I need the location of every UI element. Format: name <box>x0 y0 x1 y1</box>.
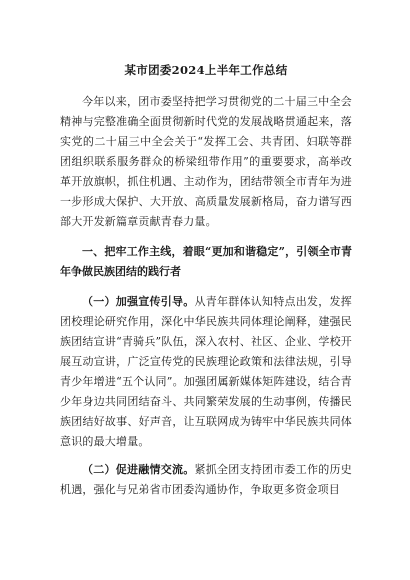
document-title: 某市团委2024上半年工作总结 <box>124 63 288 77</box>
item-2-text: 紧抓全团支持团市委工作的历史机遇，强化与兄弟省市团委沟通协作，争取更多资金项目 <box>60 463 352 496</box>
item-2-label: （二）促进融情交流。 <box>82 463 195 476</box>
document-page <box>60 62 352 500</box>
paragraph-spacer <box>60 452 352 460</box>
section-1-item-1 <box>60 292 352 452</box>
section-1-item-2 <box>60 460 352 500</box>
paragraph-spacer <box>60 232 352 240</box>
paragraph-spacer <box>60 284 352 292</box>
item-1-label: （一）加强宣传引导。 <box>82 295 195 308</box>
item-1-text: 从青年群体认知特点出发，发挥团校理论研究作用，深化中华民族共同体理论阐释，建强民族团结宣讲“青骑兵”队伍，深入农村、社区、企业、学校开展互动宣讲，广泛宣传党的民族理论政策和法律法规，引导青少年增进“五个认同”。加强团属新媒体矩阵建设，结合青少年身边共同团结奋斗、共同繁荣发展的生动事例，传播民族团结好故事、好声音，让互联网成为铸牢中华民族共同体意识的最大增量。 <box>60 295 352 448</box>
section-1-heading: 一、把牢工作主线，着眼“更加和谐稳定”，引领全市青年争做民族团结的践行者 <box>60 245 352 278</box>
intro-paragraph: 今年以来，团市委坚持把学习贯彻党的二十届三中全会精神与完整准确全面贯彻新时代党的发展战略贯通起来，落实党的二十届三中全会关于“发挥工会、共青团、妇联等群团组织联系服务群众的桥梁纽带作用”的重要要求，高举改革开放旗帜，抓住机遇、主动作为，团结带领全市青年为进一步形成大保护、大开放、高质量发展新格局，奋力谱写西部大开发新篇章贡献青春力量。 <box>60 95 352 228</box>
